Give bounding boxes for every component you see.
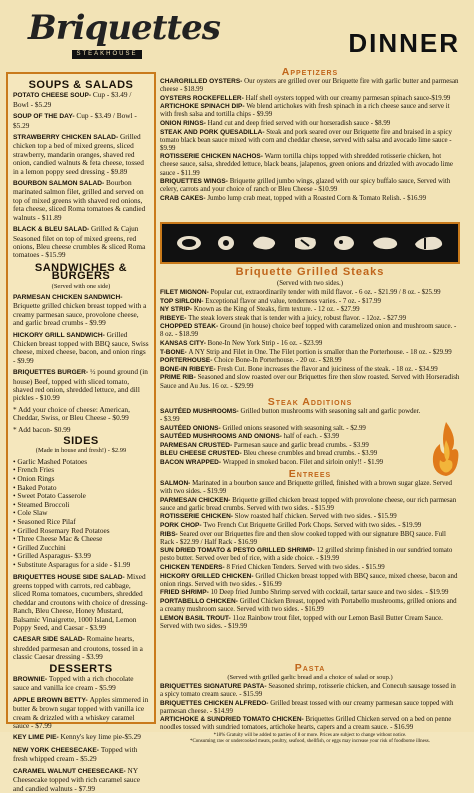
menu-item-name: BROWNIE- bbox=[13, 676, 49, 684]
steak-cut-icon bbox=[175, 234, 203, 252]
side-item: • Grilled Asparagus- $3.99 bbox=[13, 551, 91, 561]
steak-cut-icon bbox=[332, 234, 356, 252]
menu-item-desc: * Add your choice of cheese: American, Cheddar, Swiss, or Bleu Cheese - $0.99 bbox=[13, 404, 130, 423]
menu-item-name: PORTERHOUSE- bbox=[160, 357, 215, 365]
menu-item-name: PORTABELLO CHICKEN- bbox=[160, 597, 240, 605]
menu-item bbox=[160, 589, 460, 597]
menu-item bbox=[160, 700, 460, 716]
soups-title: SOUPS & SALADS bbox=[28, 79, 134, 91]
menu-item-desc: Exceptional flavor and value, tenderness varies. - 7 oz. - $17.99 bbox=[205, 297, 381, 305]
side-item: • Steamed Broccoli bbox=[13, 499, 70, 509]
menu-item-name: BRIQUETTES BURGER- bbox=[13, 369, 90, 377]
menu-item-name: T-BONE- bbox=[160, 348, 189, 356]
appetizers-title: Appetizers bbox=[281, 66, 339, 78]
menu-item-desc: Bourbon marinated salmon filet, grilled and served on top of mixed greens with shaved red onions, feta cheese, sliced Roma tomatoes & candied walnuts - $11.89 bbox=[13, 178, 146, 222]
side-item: • Three Cheese Mac & Cheese bbox=[13, 534, 103, 544]
menu-item-desc: Known as the King of Steaks, firm texture. - 12 oz. - $27.99 bbox=[193, 306, 360, 314]
menu-item bbox=[160, 374, 460, 390]
menu-item-name: BACON WRAPPED- bbox=[160, 459, 223, 467]
menu-item bbox=[160, 120, 460, 128]
menu-item-desc: Bleu cheese crumbles and bread crumbs. - $3.99 bbox=[243, 450, 378, 458]
menu-item bbox=[160, 598, 460, 614]
menu-item-desc: Jumbo lump crab meat, topped with a Roasted Corn & Tomato Relish. - $16.99 bbox=[207, 194, 427, 202]
menu-item-desc: Seasoned and slow roasted over our Briquettes fire then slow roasted. Served with Horseradish Sauce and Au Jus. 16 oz. - $29.99 bbox=[160, 374, 460, 390]
caesar-salad bbox=[13, 635, 149, 661]
menu-item bbox=[13, 733, 149, 742]
menu-item-name: PARMESAN CHICKEN SANDWICH- bbox=[13, 293, 123, 301]
sides-list bbox=[13, 458, 149, 570]
caesar-salad-desc: Romaine hearts, shredded parmesan and croutons, tossed in a classic Caesar dressing - $3.99 bbox=[13, 634, 143, 662]
appetizers-section bbox=[160, 66, 460, 203]
pasta-list bbox=[160, 683, 460, 733]
menu-item-desc: Half shell oysters topped with our creamy parmesan spinach sauce-$19.99 bbox=[245, 94, 451, 102]
menu-item-desc: Cup - $3.49 / Bowl - $5.29 bbox=[13, 111, 137, 130]
menu-item bbox=[160, 480, 460, 496]
menu-item bbox=[13, 133, 149, 176]
menu-item bbox=[160, 408, 422, 424]
menu-item bbox=[160, 433, 422, 441]
menu-item-name: CRAB CAKES- bbox=[160, 194, 208, 202]
menu-item bbox=[160, 497, 460, 513]
menu-item bbox=[13, 746, 149, 764]
menu-item-name: HICKORY GRILL SANDWICH- bbox=[13, 331, 107, 339]
menu-item-desc: 11oz Rainbow trout filet, topped with our Lemon Basil Butter Cream Sauce. Served with two sides. - $19.99 bbox=[160, 614, 443, 630]
menu-item bbox=[160, 425, 422, 433]
menu-item-name: FILET MIGNON- bbox=[160, 289, 211, 296]
page-title: DINNER bbox=[348, 28, 460, 58]
menu-item bbox=[13, 91, 149, 109]
menu-item-name: STEAK AND PORK QUESADILLA- bbox=[160, 128, 267, 136]
menu-item-desc: Grilled button mushrooms with seasoning salt and garlic powder. - $3.99 bbox=[160, 408, 421, 424]
menu-item bbox=[13, 331, 149, 366]
sides-title: SIDES bbox=[63, 435, 99, 448]
menu-item bbox=[160, 547, 460, 563]
steaks-subtitle: (Served with two sides.) bbox=[276, 280, 344, 287]
logo: Briquettes bbox=[28, 8, 220, 48]
menu-item-name: PORK CHOP- bbox=[160, 521, 204, 529]
menu-item-name: ONION RINGS- bbox=[160, 119, 208, 127]
menu-item bbox=[13, 293, 149, 328]
entrees-section bbox=[160, 468, 460, 631]
menu-item-desc: Bone-In New York Strip - 16 oz. - $23.99 bbox=[207, 340, 323, 348]
side-item: • Seasoned Rice Pilaf bbox=[13, 517, 76, 526]
menu-item bbox=[160, 716, 460, 732]
menu-item bbox=[160, 129, 460, 153]
menu-item bbox=[160, 195, 460, 203]
menu-item-name: KEY LIME PIE- bbox=[13, 734, 61, 742]
side-item: • Substitute Asparagus for a side - $1.99 bbox=[13, 559, 131, 569]
menu-item bbox=[160, 95, 460, 103]
sandwiches-title: SANDWICHES & BURGERS bbox=[34, 261, 128, 283]
menu-item-desc: Briquette grilled chicken breast topped with provolone cheese, our rich parmesan sauce and garlic bread crumbs. Served with two sides. - $15.99 bbox=[160, 496, 457, 512]
menu-item bbox=[160, 323, 460, 339]
steak-cut-icon bbox=[216, 234, 236, 252]
menu-item bbox=[13, 426, 149, 434]
menu-item-name: PRIME RIB- bbox=[160, 374, 198, 382]
menu-item-name: BONE-IN RIBEYE- bbox=[160, 365, 218, 373]
menu-item bbox=[160, 78, 460, 94]
menu-item bbox=[13, 767, 149, 793]
menu-item bbox=[160, 615, 460, 631]
menu-item-desc: 12 grilled shrimp finished in our sundried tomato pesto butter. Served over bed of rice, with a side choice. - $19.99 bbox=[160, 547, 453, 563]
menu-item-name: ARTICHOKE SPINACH DIP- bbox=[160, 103, 247, 111]
menu-item-desc: The steak lovers steak that is tender with a juicy, robust flavor. - 12oz. - $27.99 bbox=[188, 314, 407, 322]
menu-item bbox=[160, 306, 460, 314]
menu-item bbox=[160, 442, 422, 450]
additions-section bbox=[160, 396, 460, 468]
steak-cut-icon bbox=[250, 234, 278, 252]
menu-item-name: CHOPPED STEAK- bbox=[160, 323, 220, 331]
menu-item bbox=[13, 675, 149, 693]
menu-item-name: PARMESAN CRUSTED- bbox=[160, 441, 234, 449]
menu-item-name: HICKORY GRILLED CHICKEN- bbox=[160, 572, 256, 580]
footnote-2: *Consuming raw or undercooked meats, poultry, seafood, shellfish, or eggs may increase your risk of foodborne illness. bbox=[189, 739, 431, 745]
menu-item bbox=[13, 406, 149, 423]
menu-item-desc: Our oysters are grilled over our Briquette fire with garlic butter and parmesan cheese - $18.99 bbox=[160, 78, 459, 94]
menu-item-desc: Grilled breast tossed with our creamy parmesan sauce topped with parmesan cheese. - $14.99 bbox=[160, 699, 454, 715]
menu-item-desc: Grilled Chicken breast topped with BBQ sauce, Swiss cheese, mixed cheese, bacon, and onion rings - $9.99 bbox=[13, 329, 149, 365]
menu-item-name: FRIED SHRIMP- bbox=[160, 589, 211, 597]
menu-item-name: BLACK & BLEU SALAD- bbox=[13, 226, 92, 234]
side-item: • Baked Potato bbox=[13, 482, 57, 492]
menu-item-desc: Grilled Chicken Breast, topped with Portabello mushrooms, grilled onions and a creamy mushroom sauce. Served with two sides. - $16.99 bbox=[160, 597, 457, 613]
menu-item-desc: Popular cut, extraordinarily tender with mild flavor. - 6 oz. - $21.99 / 8 oz. - $25.99 bbox=[210, 289, 441, 296]
steaks-list bbox=[160, 289, 460, 391]
menu-item-name: ARTICHOKE & SUNDRIED TOMATO CHICKEN- bbox=[160, 716, 306, 724]
soups-list bbox=[13, 91, 149, 259]
menu-item-name: CHARGRILLED OYSTERS- bbox=[160, 78, 245, 85]
left-column bbox=[6, 72, 156, 793]
logo-subtitle: STEAKHOUSE bbox=[72, 50, 142, 59]
menu-item bbox=[160, 531, 460, 547]
menu-item-name: ROTISSERIE CHICKEN NACHOS- bbox=[160, 153, 265, 161]
side-item: • Sweet Potato Casserole bbox=[13, 491, 86, 501]
menu-item bbox=[160, 513, 460, 521]
menu-item-name: RIBEYE- bbox=[160, 314, 189, 322]
sides-subtitle: (Made in house and fresh!) - $2.99 bbox=[35, 447, 127, 455]
steaks-section bbox=[160, 280, 460, 391]
menu-item-desc: 10 Deep fried Jumbo Shrimp served with cocktail, tartar sauce and two sides. - $19.99 bbox=[210, 589, 449, 597]
pasta-subtitle: (Served with grilled garlic bread and a choice of salad or soup.) bbox=[227, 674, 393, 681]
menu-item-desc: Hand cut and deep fried served with our horseradish sauce - $8.99 bbox=[207, 119, 391, 127]
menu-item-desc: * Add bacon- $0.99 bbox=[13, 424, 71, 434]
menu-item-name: SAUTÉED ONIONS- bbox=[160, 424, 223, 432]
menu-item bbox=[13, 368, 149, 403]
menu-item-desc: Slow roasted half chicken. Served with two sides. - $15.99 bbox=[234, 513, 397, 521]
steak-cut-icon bbox=[291, 234, 319, 252]
menu-item-desc: Seared over our Briquettes fire and then slow cooked topped with our signature BBQ sauce. Full Rack - $22.99 / Half Rack - $16.99 bbox=[160, 530, 446, 546]
menu-item-desc: half of each. - $3.99 bbox=[283, 433, 340, 441]
side-item: • Grilled Zucchini bbox=[13, 542, 66, 552]
side-item: • Garlic Mashed Potatoes bbox=[13, 456, 88, 466]
menu-item bbox=[160, 573, 460, 589]
menu-item-desc: NY Cheesecake topped with rich caramel sauce and candied walnuts - $7.99 bbox=[13, 765, 141, 793]
menu-item-name: NY STRIP- bbox=[160, 306, 194, 314]
menu-item-name: BRIQUETTES WINGS- bbox=[160, 178, 230, 186]
caesar-salad-name: CAESAR SIDE SALAD- bbox=[13, 636, 85, 644]
entrees-title: Entrees bbox=[288, 468, 332, 480]
sandwiches-subtitle: (Served with one side) bbox=[51, 282, 111, 290]
pasta-title: Pasta bbox=[294, 662, 326, 674]
desserts-list bbox=[13, 675, 149, 793]
steak-cut-icon bbox=[413, 234, 445, 252]
menu-item-name: BLEU CHEESE CRUSTED- bbox=[160, 450, 244, 458]
menu-item bbox=[160, 522, 460, 530]
menu-item-name: CHICKEN TENDERS- bbox=[160, 563, 227, 571]
additions-title: Steak Additions bbox=[267, 396, 353, 408]
menu-item-desc: Grilled Chicken breast topped with BBQ sauce, mixed cheese, bacon and onion rings. Served with two sides. - $16.99 bbox=[160, 572, 458, 588]
side-item: • Cole Slaw bbox=[13, 508, 48, 518]
side-item: • French Fries bbox=[13, 465, 55, 475]
desserts-title: DESSERTS bbox=[49, 662, 113, 675]
house-salad bbox=[13, 573, 149, 633]
menu-item bbox=[160, 178, 460, 194]
menu-item-desc: ½ pound ground (in house) Beef, topped with sliced tomato, shaved red onion, shredded lettuce, and dill pickles - $10.99 bbox=[13, 367, 148, 403]
menu-item bbox=[160, 349, 460, 357]
side-item: • Grilled Rosemary Red Potatoes bbox=[13, 525, 110, 535]
menu-item-desc: Choice Bone-In Porterhouse. - 20 oz. - $28.99 bbox=[214, 357, 342, 365]
menu-item-desc: Topped with fresh whipped cream - $5.29 bbox=[13, 744, 138, 764]
menu-item-name: APPLE BROWN BETTY- bbox=[13, 696, 90, 704]
side-item: • Onion Rings bbox=[13, 474, 55, 484]
menu-item-name: KANSAS CITY- bbox=[160, 340, 208, 348]
menu-item-desc: Warm tortilla chips topped with shredded rotisserie chicken, hot cheese sauce, salsa, shredded lettuce, black beans, jalapenos, green onions and drizzled with avocado lime sauce - $11.99 bbox=[160, 153, 453, 177]
menu-item-desc: Steak and pork seared over our Briquette fire and braised in a spicy tomato black bean sauce mixed with corn and cheddar cheese, served with salsa and avocado lime sauce - $9.99 bbox=[160, 128, 452, 152]
menu-item-desc: Two French Cut Briquette Grilled Pork Chops. Served with two sides. - $19.99 bbox=[203, 521, 422, 529]
menu-item-name: SAUTÉED MUSHROOMS AND ONIONS- bbox=[160, 433, 284, 441]
menu-item-desc: A NY Strip and Filet in One. The Filet portion is smaller than the Porterhouse. - 18 oz. - $29.99 bbox=[188, 348, 452, 356]
additions-list bbox=[160, 408, 422, 467]
menu-item bbox=[13, 112, 149, 130]
menu-item-desc: Seasoned shrimp, rotisserie chicken, and Conecuh sausage tossed in a spicy tomato cream sauce. - $15.99 bbox=[160, 683, 456, 699]
menu-item-name: TOP SIRLOIN- bbox=[160, 297, 206, 305]
menu-item bbox=[160, 683, 460, 699]
menu-item bbox=[160, 298, 460, 306]
menu-item-desc: Grilled onions seasoned with seasoning salt. - $2.99 bbox=[222, 424, 366, 432]
menu-item-desc: Grilled chicken top a bed of mixed greens, sliced strawberry, mandarin oranges, shaved red onion, candied walnuts & feta cheese, tossed in a lemon poppy seed dressing - $9.89 bbox=[13, 132, 144, 176]
entrees-list bbox=[160, 480, 460, 631]
menu-item-desc: Briquettes Grilled Chicken served on a bed on penne noodles tossed with sundried tomatoes, artichoke hearts, capers and a cream sauce. - $16.99 bbox=[160, 716, 452, 732]
menu-item bbox=[13, 179, 149, 222]
house-salad-desc: Mixed greens topped with carrots, red cabbage, sliced Roma tomatoes, cucumbers, shredded cheddar and croutons with choice of dressing- Ranch, Bleu Cheese, Honey Mustard, Balsamic Vinaigrette, 1000 Island, Lemon Poppy Seed, and Caesar - $3.99 bbox=[13, 571, 148, 632]
menu-item-desc: Wrapped in smoked bacon. Filet and sirloin only!! - $1.99 bbox=[222, 459, 384, 467]
menu-item bbox=[160, 450, 422, 458]
menu-item-desc: Marinated in a bourbon sauce and Briquette grilled, finished with a brown sugar glaze. Served with two sides. - $19.99 bbox=[160, 480, 452, 496]
menu-item-name: NEW YORK CHEESECAKE- bbox=[13, 746, 101, 754]
menu-item bbox=[160, 289, 460, 297]
menu-item bbox=[160, 315, 460, 323]
menu-item-name: PARMESAN CHICKEN- bbox=[160, 496, 233, 504]
header bbox=[0, 0, 474, 62]
menu-item-name: SALMON- bbox=[160, 480, 193, 487]
menu-item bbox=[160, 153, 460, 177]
menu-item-desc: 8 Fried Chicken Tenders. Served with two sides. - $15.99 bbox=[226, 563, 385, 571]
menu-item-name: CARAMEL WALNUT CHEESECAKE- bbox=[13, 767, 128, 775]
menu-item-desc: Ground (in house) choice beef topped with caramelized onion and mushroom sauce. - 8 oz. - $18.99 bbox=[160, 323, 457, 339]
appetizers-list bbox=[160, 78, 460, 203]
menu-item bbox=[160, 340, 460, 348]
menu-item-name: BRIQUETTES CHICKEN ALFREDO- bbox=[160, 699, 271, 707]
menu-item-desc: Grilled & Cajun Seasoned filet on top of mixed greens, red onions, Bleu cheese crumbles & sliced Roma tomatoes - $15.99 bbox=[13, 224, 146, 260]
steak-cuts-banner bbox=[160, 222, 460, 264]
menu-item-desc: Briquette grilled chicken breast topped with a creamy parmesan sauce, provolone cheese, and garlic bread crumbs - $9.99 bbox=[13, 301, 147, 328]
menu-item-desc: Topped with a rich chocolate sauce and vanilla ice cream - $5.99 bbox=[13, 674, 134, 693]
menu-item bbox=[160, 459, 422, 467]
menu-item-name: POTATO CHEESE SOUP- bbox=[13, 92, 93, 100]
footnote: *18% Gratuity will be added to parties of 8 or more. Prices are subject to change without notice. bbox=[213, 733, 407, 739]
menu-item-desc: Apples simmered in butter & brown sugar topped with vanilla ice cream & drizzled with a whiskey caramel sauce - $7.99 bbox=[13, 694, 149, 731]
menu-item-desc: We blend artichokes with fresh spinach in a rich cheese sauce and serve it with fresh salsa and tortilla chips - $9.99 bbox=[160, 103, 450, 119]
menu-item-name: SAUTÉED MUSHROOMS- bbox=[160, 408, 241, 415]
menu-item-name: STRAWBERRY CHICKEN SALAD- bbox=[13, 134, 120, 142]
steak-cut-icon bbox=[370, 234, 400, 252]
menu-item-name: LEMON BASIL TROUT- bbox=[160, 614, 233, 622]
menu-item-desc: Kenny's key lime pie-$5.29 bbox=[60, 732, 141, 742]
menu-item-name: SOUP OF THE DAY- bbox=[13, 113, 77, 121]
sandwiches-list bbox=[13, 293, 149, 434]
menu-item-desc: Briquette grilled jumbo wings, glazed with our spicy buffalo sauce, Served with celery, carrots and your choice of ranch or Bleu Cheese - $10.99 bbox=[160, 178, 451, 194]
menu-item bbox=[13, 696, 149, 731]
menu-item bbox=[160, 564, 460, 572]
menu-item-name: BRIQUETTES SIGNATURE PASTA- bbox=[160, 683, 269, 690]
menu-item-desc: Fresh Cut. Bone increases the flavor and juiciness of the steak. - 18 oz. - $34.99 bbox=[217, 365, 438, 373]
menu-item-desc: Cup - $3.49 / Bowl - $5.29 bbox=[13, 90, 132, 109]
house-salad-name: BRIQUETTES HOUSE SIDE SALAD- bbox=[13, 573, 125, 581]
menu-item-name: RIBS- bbox=[160, 530, 180, 538]
menu-item bbox=[160, 103, 460, 119]
menu-item-name: BOURBON SALMON SALAD- bbox=[13, 180, 107, 188]
menu-item bbox=[160, 366, 460, 374]
menu-item bbox=[160, 357, 460, 365]
menu-item bbox=[13, 225, 149, 260]
menu-item-name: ROTISSERIE CHICKEN- bbox=[160, 513, 235, 521]
steaks-title: Briquette Grilled Steaks bbox=[235, 266, 385, 278]
menu-item-name: SUN DRIED TOMATO & PESTO GRILLED SHRIMP- bbox=[160, 547, 317, 555]
pasta-section bbox=[160, 662, 460, 745]
menu-item-desc: Parmesan sauce and garlic bread crumbs. - $3.99 bbox=[233, 441, 369, 449]
menu-item-name: OYSTERS ROCKEFELLER- bbox=[160, 94, 246, 102]
